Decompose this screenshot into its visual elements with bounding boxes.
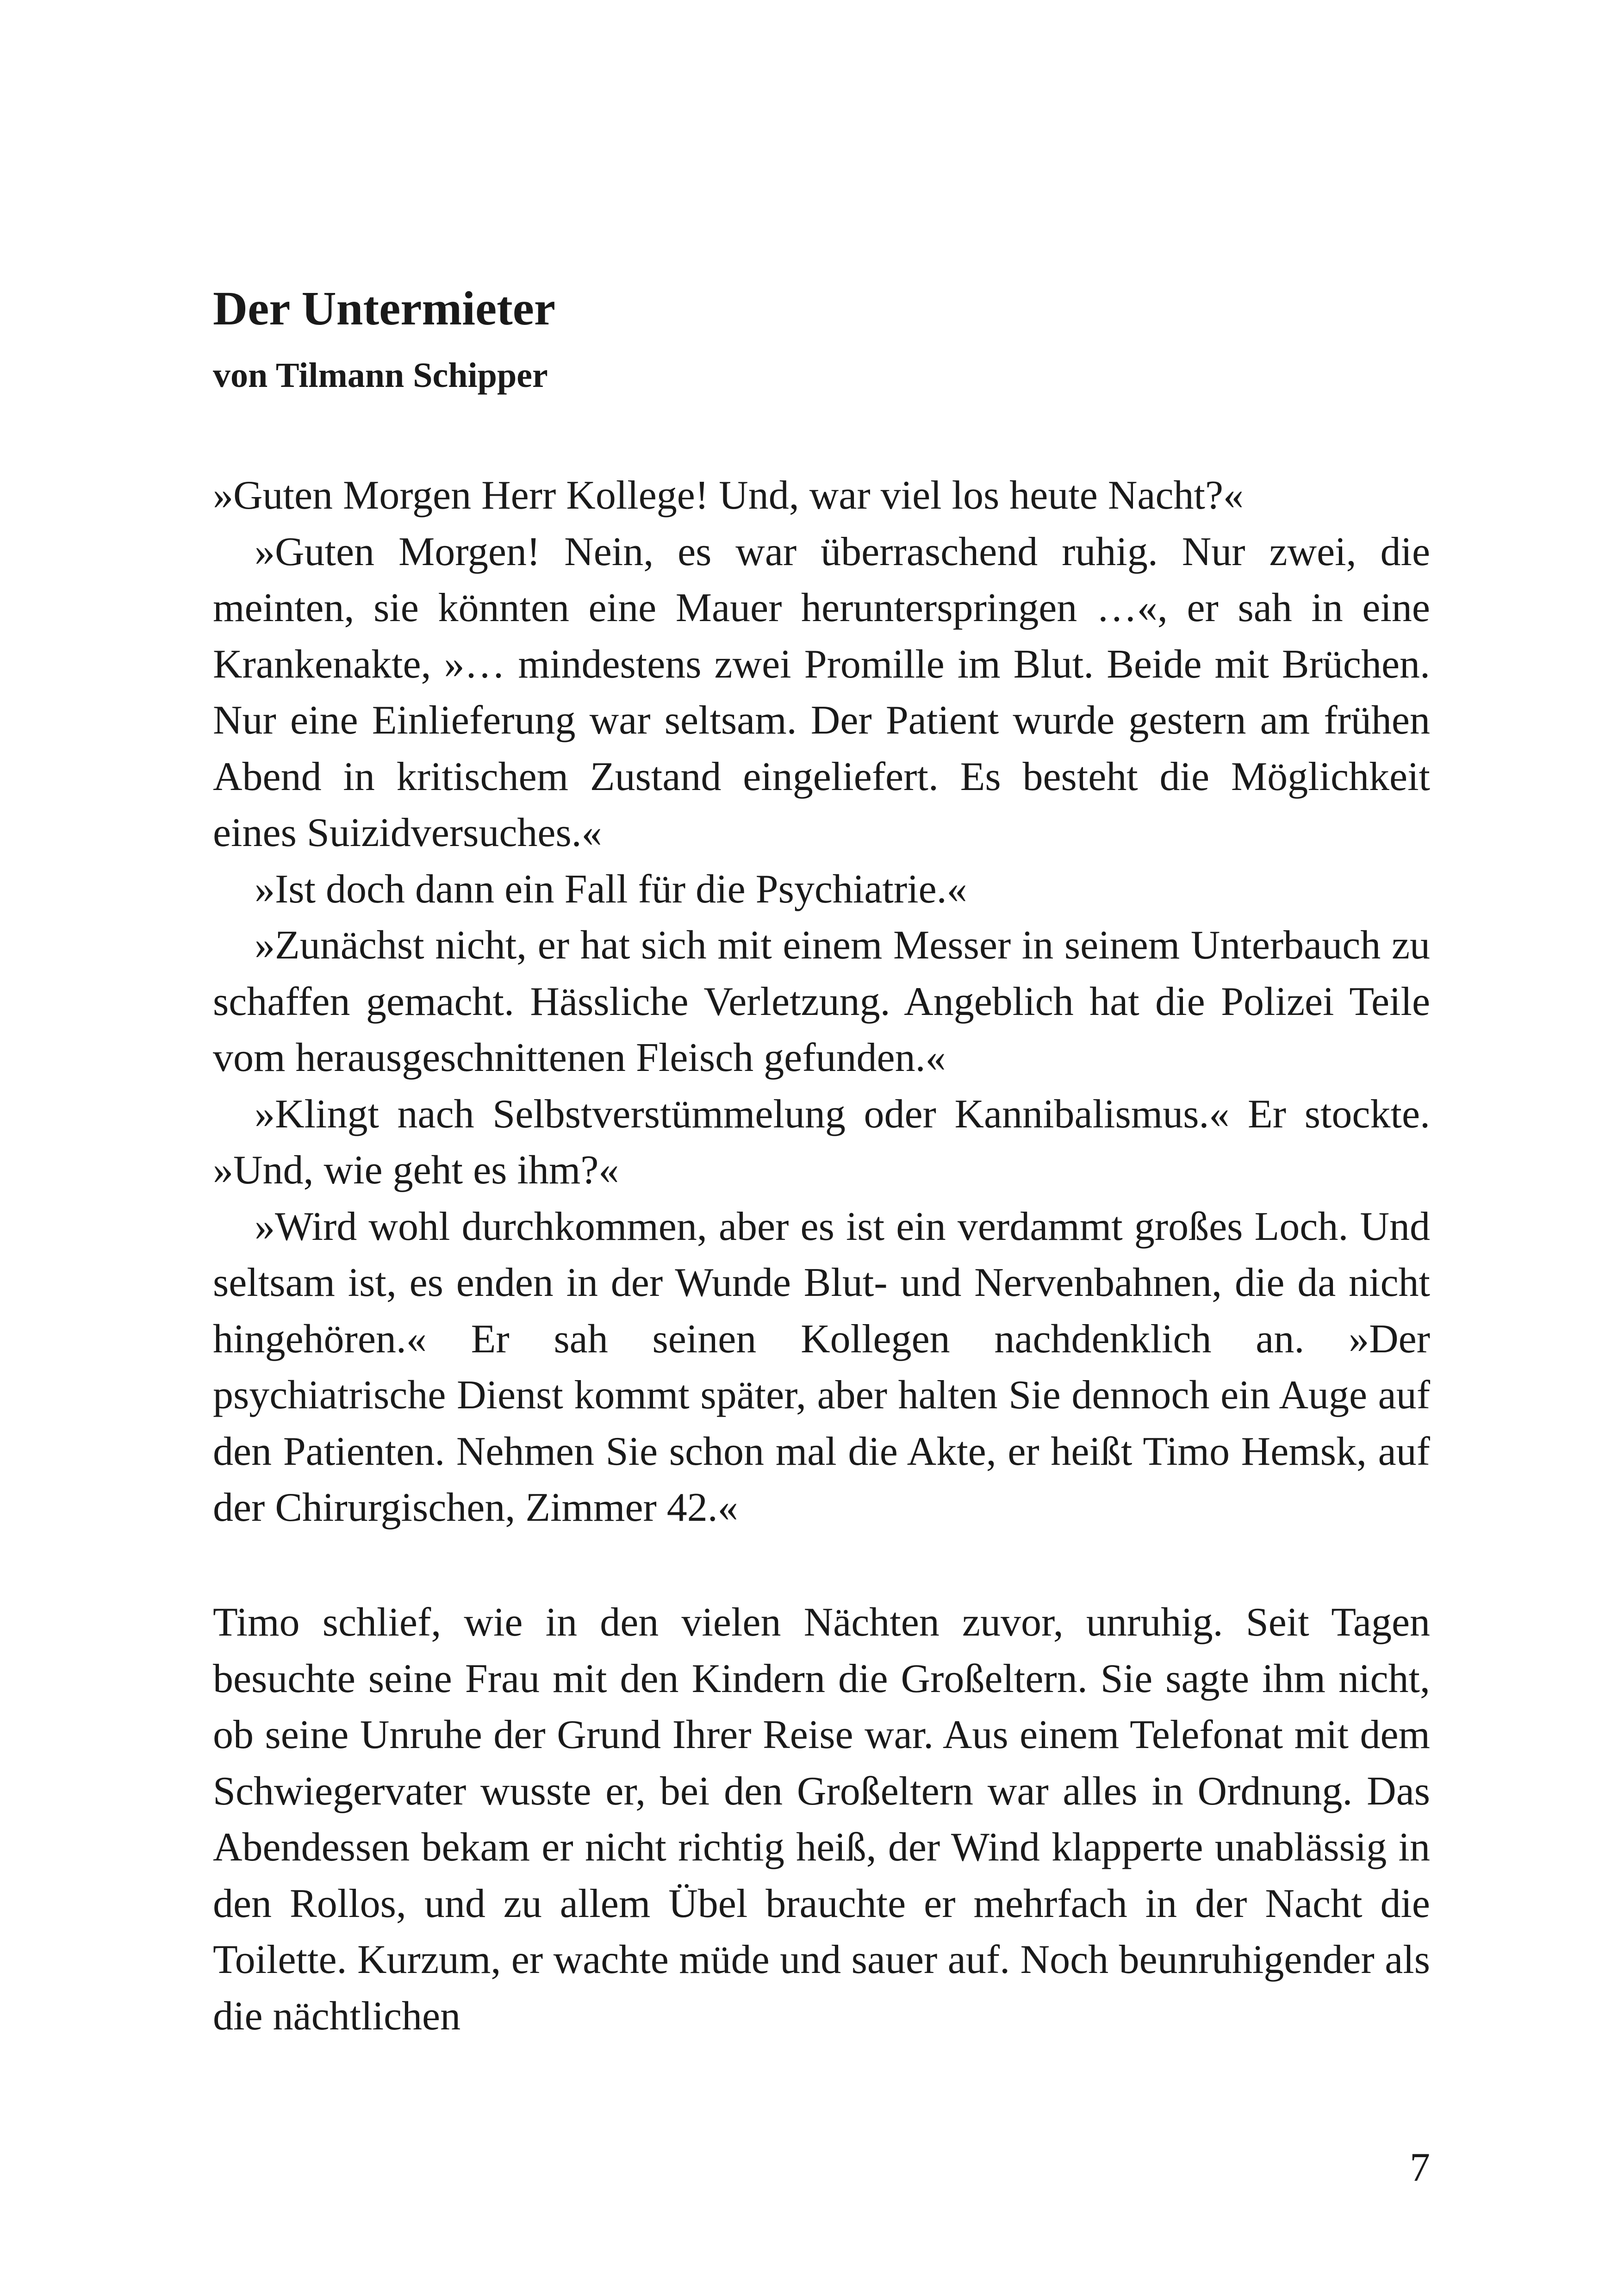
story-author: von Tilmann Schipper [213,356,548,395]
paragraph-7: Timo schlief, wie in den vielen Nächten zuvor, unruhig. Seit Tagen besuchte seine Frau mit den Kindern die Großeltern. Sie sagte ihm nicht, ob seine Unruhe der Grund Ihrer Reise war. Aus einem Telefonat mit dem Schwiegervater wusste er, bei den Großeltern war alles in Ordnung. Das Abendessen bekam er nicht richtig heiß, der Wind klapperte unablässig in den Rollos, und zu allem Übel brauchte er mehrfach in der Nacht die Toilette. Kurzum, er wachte müde und sauer auf. Noch beunruhigender als die nächtlichen [213,1600,1430,2039]
page-number: 7 [1410,2145,1430,2190]
paragraph-3: »Ist doch dann ein Fall für die Psychiatrie.« [255,866,967,912]
narrative-section [213,1594,1430,2044]
paragraph-6: »Wird wohl durchkommen, aber es ist ein verdammt großes Loch. Und seltsam ist, es enden in der Wunde Blut- und Nervenbahnen, die da nicht hingehören.« Er sah seinen Kollegen nachdenklich an. »Der psychiatrische Dienst kommt später, aber halten Sie dennoch ein Auge auf den Patienten. Nehmen Sie schon mal die Akte, er heißt Timo Hemsk, auf der Chirurgischen, Zimmer 42.« [213,1204,1430,1530]
story-title: Der Untermieter [213,282,556,335]
paragraph-2: »Guten Morgen! Nein, es war überraschend ruhig. Nur zwei, die meinten, sie könnten eine Mauer herunterspringen …«, er sah in eine Krankenakte, »… mindestens zwei Promille im Blut. Beide mit Brüchen. Nur eine Einlieferung war seltsam. Der Patient wurde gestern am frühen Abend in kritischem Zustand eingeliefert. Es besteht die Möglichkeit eines Suizidversuches.« [213,529,1430,855]
dialogue-section [213,467,1430,1536]
paragraph-4: »Zunächst nicht, er hat sich mit einem Messer in seinem Unterbauch zu schaffen gemacht. Hässliche Verletzung. Angeblich hat die Polizei Teile vom herausgeschnittenen Fleisch gefunden.« [213,923,1430,1080]
paragraph-5: »Klingt nach Selbstverstümmelung oder Kannibalismus.« Er stockte. »Und, wie geht es ihm?« [213,1091,1430,1193]
paragraph-1: »Guten Morgen Herr Kollege! Und, war viel los heute Nacht?« [213,473,1244,518]
